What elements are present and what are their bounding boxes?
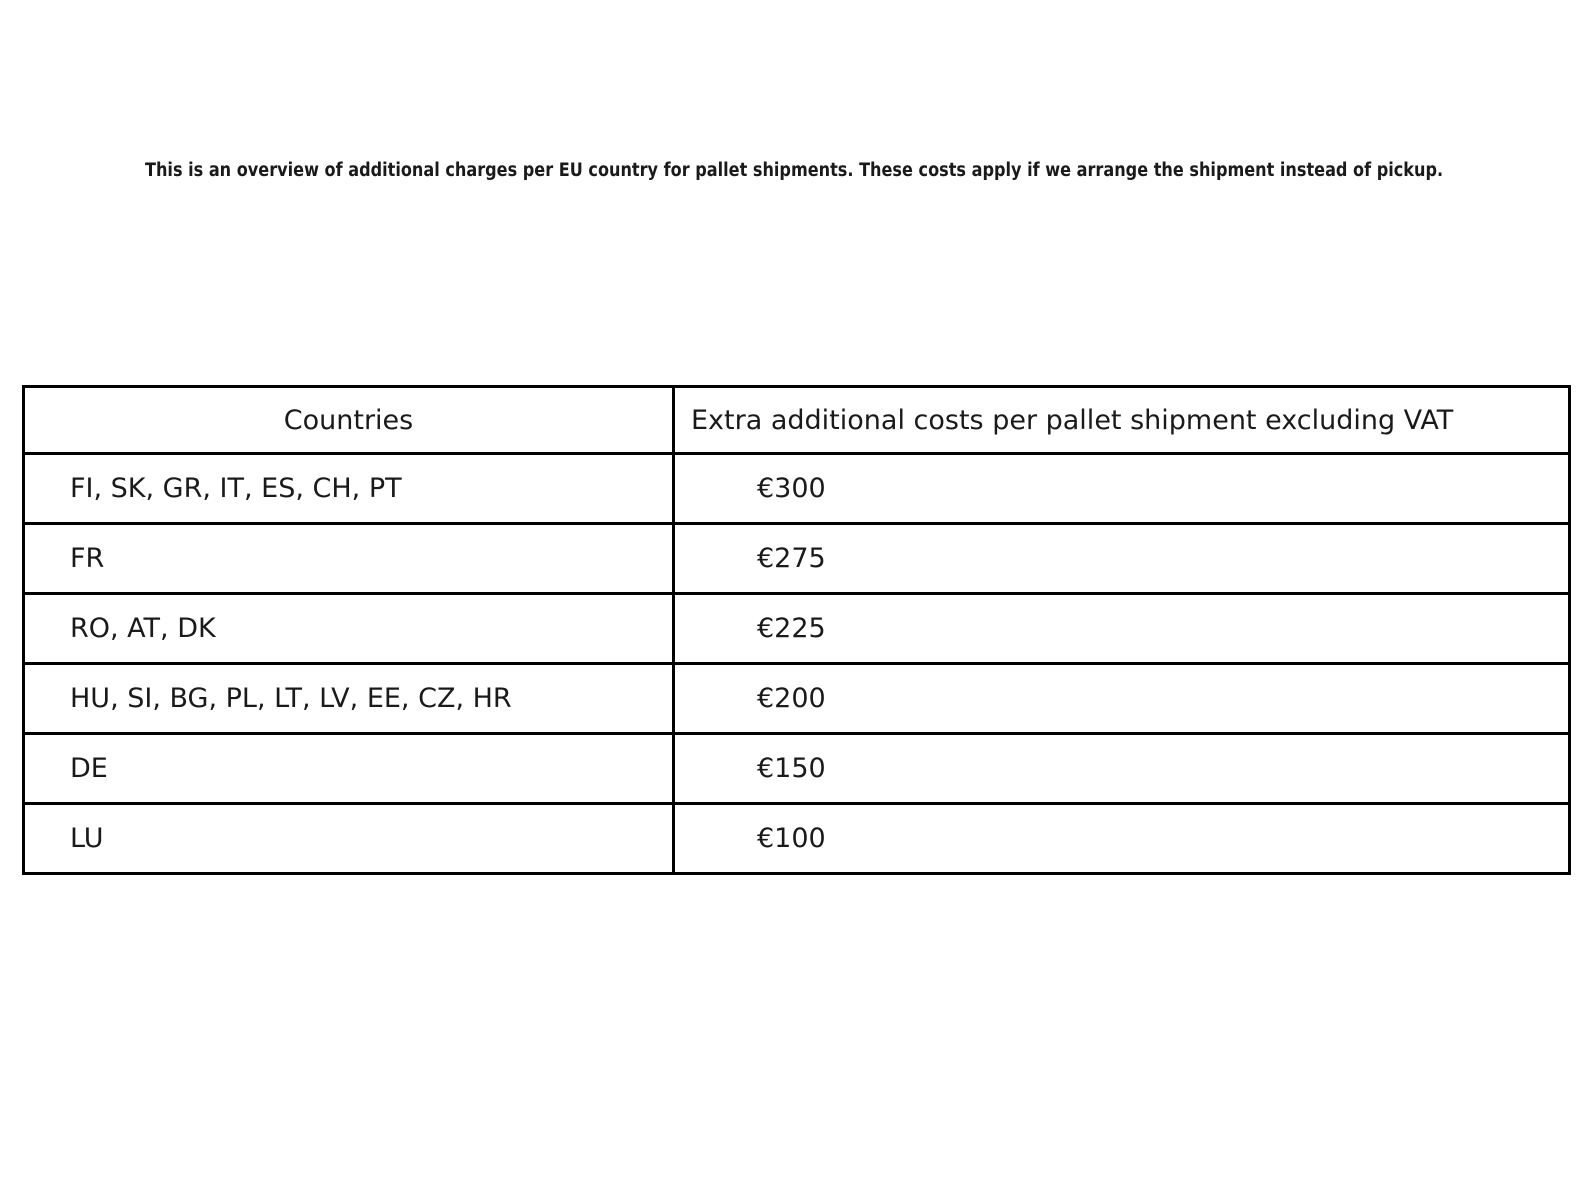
countries-cell: LU: [24, 804, 674, 874]
countries-cell: DE: [24, 734, 674, 804]
table-header-row: [24, 387, 1570, 454]
cost-cell: €275: [674, 524, 1570, 594]
cost-cell: €300: [674, 454, 1570, 524]
countries-cell: RO, AT, DK: [24, 594, 674, 664]
cost-cell: €150: [674, 734, 1570, 804]
table-row: [24, 804, 1570, 874]
shipping-charges-table: [22, 385, 1571, 875]
countries-cell: FI, SK, GR, IT, ES, CH, PT: [24, 454, 674, 524]
cost-cell: €225: [674, 594, 1570, 664]
intro-caption-text: This is an overview of additional charges per EU country for pallet shipments. These costs apply if we arrange the shipment instead of pickup.: [144, 160, 1444, 181]
intro-caption: [0, 160, 1588, 181]
countries-cell: FR: [24, 524, 674, 594]
column-header-countries: Countries: [24, 387, 674, 454]
table-row: [24, 664, 1570, 734]
cost-cell: €100: [674, 804, 1570, 874]
table-row: [24, 524, 1570, 594]
table-row: [24, 594, 1570, 664]
column-header-extra-costs: Extra additional costs per pallet shipment excluding VAT: [674, 387, 1570, 454]
table-row: [24, 734, 1570, 804]
cost-cell: €200: [674, 664, 1570, 734]
table-row: [24, 454, 1570, 524]
countries-cell: HU, SI, BG, PL, LT, LV, EE, CZ, HR: [24, 664, 674, 734]
